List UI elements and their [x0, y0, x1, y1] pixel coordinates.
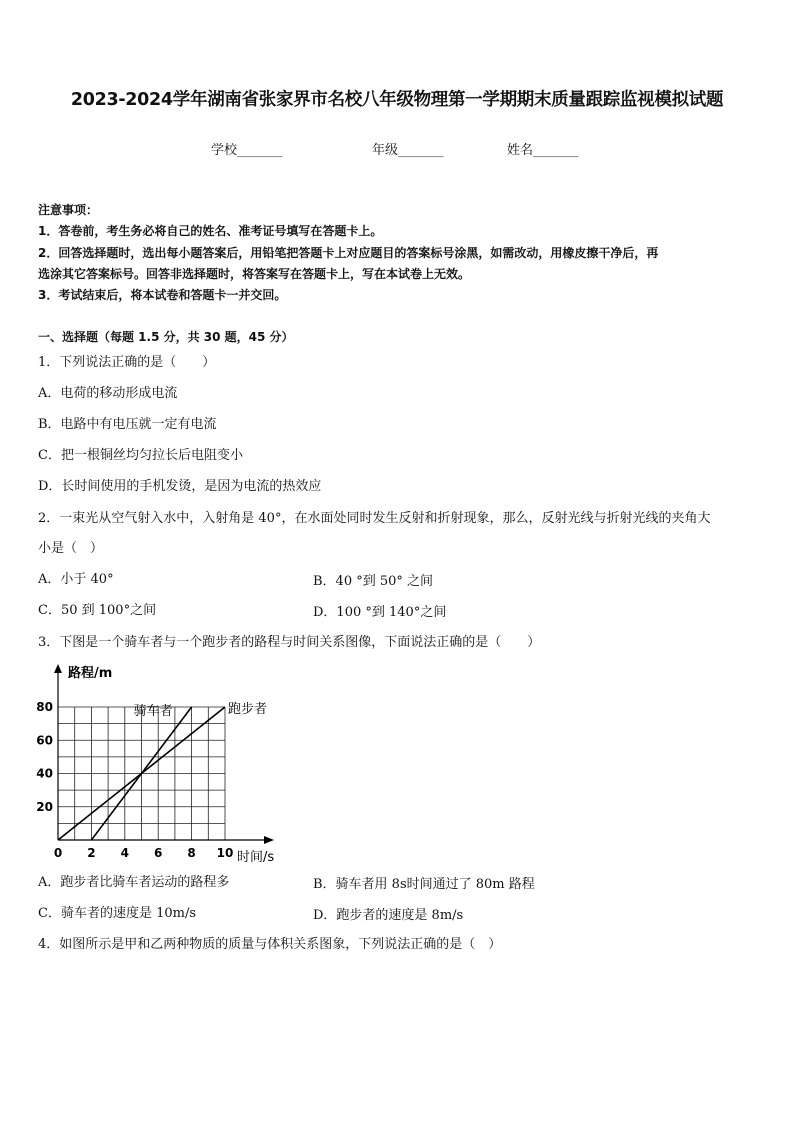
- name-field: 姓名_______: [507, 143, 579, 158]
- y-tick-label: 40: [36, 766, 53, 781]
- q1-option-a: A．电荷的移动形成电流: [38, 386, 178, 401]
- q3-option-d: D．跑步者的速度是 8m/s: [313, 908, 464, 923]
- notice-item-1: 1．答卷前，考生务必将自己的姓名、准考证号填写在答题卡上。: [38, 224, 383, 238]
- y-axis-arrow: [54, 664, 62, 673]
- x-tick-label: 10: [216, 846, 234, 860]
- section-heading: 一、选择题（每题 1.5 分，共 30 题，45 分）: [38, 330, 294, 344]
- y-tick-label: 80: [36, 700, 53, 714]
- q2-option-b: B．40 °到 50° 之间: [313, 574, 434, 589]
- series-label-cyclist: 骑车者: [133, 704, 173, 719]
- q2-stem-cont: 小是（ ）: [38, 541, 104, 556]
- q1-option-d: D．长时间使用的手机发烫，是因为电流的热效应: [38, 479, 322, 494]
- x-tick-label: 8: [187, 846, 196, 860]
- notice-item-3: 3．考试结束后，将本试卷和答题卡一并交回。: [38, 288, 287, 302]
- exam-title: 2023-2024学年湖南省张家界市名校八年级物理第一学期期末质量跟踪监视模拟试题: [70, 90, 724, 110]
- series-label-runner: 跑步者: [228, 702, 268, 717]
- q3-stem: 3．下图是一个骑车者与一个跑步者的路程与时间关系图像，下面说法正确的是（ ）: [38, 635, 541, 650]
- q3-option-b: B．骑车者用 8s时间通过了 80m 路程: [313, 877, 535, 892]
- school-field: 学校_______: [211, 143, 283, 158]
- x-tick-label: 4: [120, 846, 129, 860]
- q2-option-c: C．50 到 100°之间: [38, 603, 157, 618]
- q2-stem: 2．一束光从空气射入水中，入射角是 40°，在水面处同时发生反射和折射现象，那么，反射光线与折射光线的夹角大: [38, 511, 711, 526]
- q2-option-d: D．100 °到 140°之间: [313, 605, 447, 620]
- x-tick-label: 2: [87, 846, 96, 860]
- notice-item-2: 2．回答选择题时，选出每小题答案后，用铅笔把答题卡上对应题目的答案标号涂黑，如需改动，用橡皮擦干净后，再: [38, 246, 659, 260]
- q2-option-a: A．小于 40°: [38, 572, 114, 587]
- q1-stem: 1．下列说法正确的是（ ）: [38, 355, 216, 370]
- grade-field: 年级_______: [372, 143, 444, 158]
- q3-option-a: A．跑步者比骑车者运动的路程多: [38, 875, 230, 890]
- q4-stem: 4．如图所示是甲和乙两种物质的质量与体积关系图象，下列说法正确的是（ ）: [38, 937, 502, 952]
- notice-item-2-cont: 选涂其它答案标号。回答非选择题时，将答案写在答题卡上，写在本试卷上无效。: [38, 267, 471, 281]
- notice-heading: 注意事项：: [38, 203, 99, 217]
- q3-option-c: C．骑车者的速度是 10m/s: [38, 906, 196, 921]
- x-tick-label: 6: [154, 846, 163, 860]
- q1-option-c: C．把一根铜丝均匀拉长后电阻变小: [38, 448, 243, 463]
- distance-time-chart: [30, 658, 300, 870]
- q1-option-b: B．电路中有电压就一定有电流: [38, 417, 217, 432]
- x-axis-arrow: [264, 836, 274, 844]
- x-axis-label: 时间/s: [237, 850, 275, 865]
- y-tick-label: 20: [36, 799, 53, 814]
- y-tick-label: 60: [36, 733, 53, 748]
- y-axis-label: 路程/m: [68, 666, 113, 681]
- x-tick-label: 0: [53, 846, 63, 860]
